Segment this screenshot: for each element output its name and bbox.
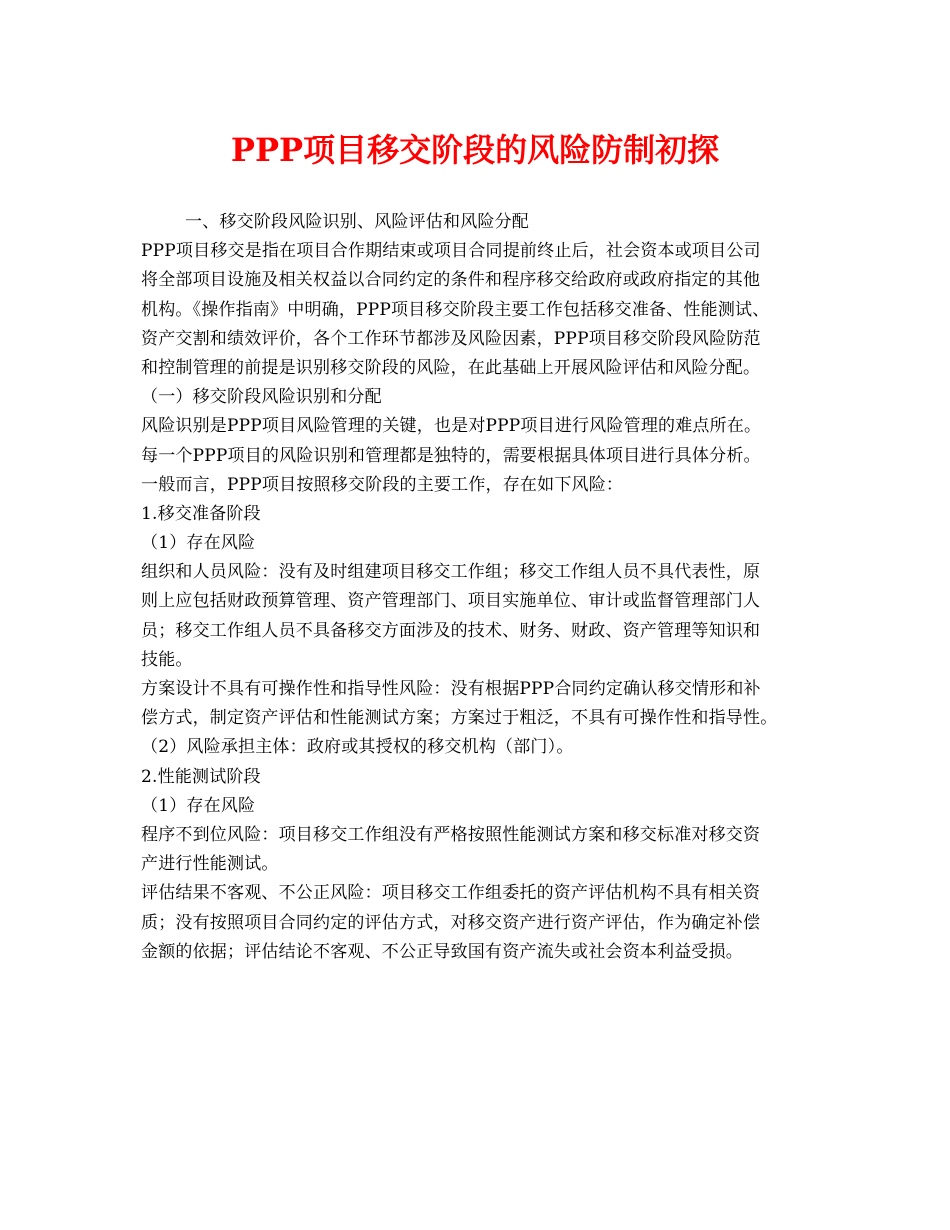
paragraph-line: 员；移交工作组人员不具备移交方面涉及的技术、财务、财政、资产管理等知识和 xyxy=(141,620,761,641)
paragraph-line: 偿方式，制定资产评估和性能测试方案；方案过于粗泛，不具有可操作性和指导性。 xyxy=(141,708,778,729)
subsection-heading: （一）移交阶段风险识别和分配 xyxy=(141,387,382,408)
item-heading: （2）风险承担主体：政府或其授权的移交机构（部门）。 xyxy=(141,737,574,758)
document-title: PPP项目移交阶段的风险防制初探 xyxy=(230,131,720,169)
paragraph-line: 技能。 xyxy=(141,649,193,670)
paragraph-line: 评估结果不客观、不公正风险：项目移交工作组委托的资产评估机构不具有相关资 xyxy=(141,883,761,904)
document-body xyxy=(141,208,821,967)
paragraph-line: 金额的依据；评估结论不客观、不公正导致国有资产流失或社会资本利益受损。 xyxy=(141,941,743,962)
paragraph-line: 资产交割和绩效评价，各个工作环节都涉及风险因素，PPP项目移交阶段风险防范 xyxy=(141,328,761,349)
paragraph-line: 方案设计不具有可操作性和指导性风险：没有根据PPP合同约定确认移交情形和补 xyxy=(141,679,761,699)
paragraph-line: 风险识别是PPP项目风险管理的关键，也是对PPP项目进行风险管理的难点所在。 xyxy=(141,416,762,437)
paragraph-line: 质；没有按照项目合同约定的评估方式，对移交资产进行资产评估，作为确定补偿 xyxy=(141,912,761,933)
item-heading: （1）存在风险 xyxy=(141,533,256,554)
paragraph-line: 则上应包括财政预算管理、资产管理部门、项目实施单位、审计或监督管理部门人 xyxy=(141,591,761,612)
paragraph-line: 产进行性能测试。 xyxy=(141,854,279,875)
paragraph-line: 和控制管理的前提是识别移交阶段的风险，在此基础上开展风险评估和风险分配。 xyxy=(141,357,761,378)
paragraph-line: 组织和人员风险：没有及时组建项目移交工作组；移交工作组人员不具代表性，原 xyxy=(141,562,761,583)
paragraph-line: 一般而言，PPP项目按照移交阶段的主要工作，存在如下风险： xyxy=(141,474,624,495)
stage-heading: 2.性能测试阶段 xyxy=(141,766,261,787)
paragraph-line: 每一个PPP项目的风险识别和管理都是独特的，需要根据具体项目进行具体分析。 xyxy=(141,445,761,466)
paragraph-line: 机构。《操作指南》中明确，PPP项目移交阶段主要工作包括移交准备、性能测试、 xyxy=(141,299,770,320)
item-heading: （1）存在风险 xyxy=(141,795,256,816)
section-heading: 一、移交阶段风险识别、风险评估和风险分配 xyxy=(185,212,529,232)
paragraph-line: PPP项目移交是指在项目合作期结束或项目合同提前终止后，社会资本或项目公司 xyxy=(141,241,761,262)
paragraph-line: 将全部项目设施及相关权益以合同约定的条件和程序移交给政府或政府指定的其他 xyxy=(141,270,761,291)
paragraph-line: 程序不到位风险：项目移交工作组没有严格按照性能测试方案和移交标准对移交资 xyxy=(141,824,761,845)
stage-heading: 1.移交准备阶段 xyxy=(141,503,261,524)
